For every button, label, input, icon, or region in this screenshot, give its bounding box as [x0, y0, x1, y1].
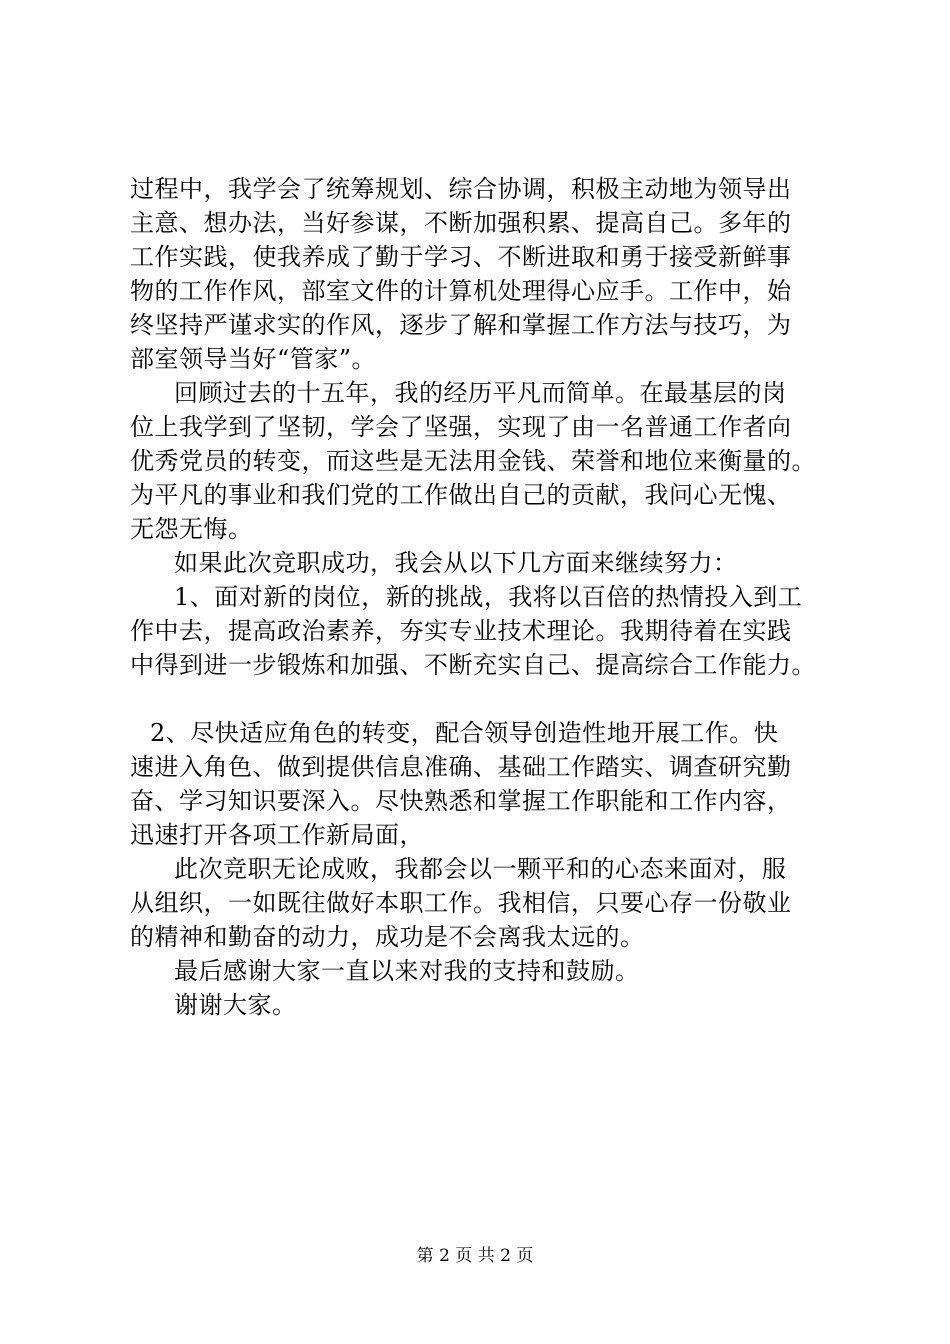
- closing-line: 谢谢大家。: [174, 991, 297, 1019]
- text-line: 主意、想办法，当好参谋，不断加强积累、提高自己。多年的: [130, 209, 792, 237]
- text-line: 奋、学习知识要深入。尽快熟悉和掌握工作职能和工作内容，: [130, 787, 792, 815]
- list-item-1: 1、面对新的岗位，新的挑战，我将以百倍的热情投入到工: [174, 583, 803, 611]
- blank-line: [130, 682, 830, 716]
- text-line: 工作实践，使我养成了勤于学习、不断进取和勇于接受新鲜事: [130, 243, 792, 271]
- page-number-footer: 第 2 页 共 2 页: [416, 1246, 534, 1266]
- text-line: 终坚持严谨求实的作风，逐步了解和掌握工作方法与技巧，为: [130, 311, 792, 339]
- text-line: 部室领导当好“管家”。: [130, 345, 377, 373]
- text-line: 位上我学到了坚韧，学会了坚强，实现了由一名普通工作者向: [130, 413, 792, 441]
- text-line: 的精神和勤奋的动力，成功是不会离我太远的。: [130, 923, 645, 951]
- text-line: 过程中，我学会了统筹规划、综合协调，积极主动地为领导出: [130, 175, 792, 203]
- paragraph-start: 最后感谢大家一直以来对我的支持和鼓励。: [174, 957, 640, 985]
- document-body: [130, 172, 830, 1022]
- text-line: 速进入角色、做到提供信息准确、基础工作踏实、调查研究勤: [130, 753, 792, 781]
- text-line: 从组织，一如既往做好本职工作。我相信，只要心存一份敬业: [130, 889, 792, 917]
- paragraph-start: 此次竞职无论成败，我都会以一颗平和的心态来面对，服: [174, 855, 787, 883]
- text-line: 中得到进一步锻炼和加强、不断充实自己、提高综合工作能力。: [130, 651, 816, 679]
- text-line: 迅速打开各项工作新局面，: [130, 821, 424, 849]
- text-line: 为平凡的事业和我们党的工作做出自己的贡献，我问心无愧、: [130, 481, 792, 509]
- paragraph-start: 回顾过去的十五年，我的经历平凡而简单。在最基层的岗: [174, 379, 787, 407]
- text-line: 无怨无悔。: [130, 515, 253, 543]
- text-line: 优秀党员的转变，而这些是无法用金钱、荣誉和地位来衡量的。: [130, 447, 816, 475]
- paragraph-start: 如果此次竞职成功，我会从以下几方面来继续努力：: [174, 549, 738, 577]
- list-item-2: 2、尽快适应角色的转变，配合领导创造性地开展工作。快: [150, 719, 779, 747]
- text-line: 作中去，提高政治素养，夯实专业技术理论。我期待着在实践: [130, 617, 792, 645]
- text-line: 物的工作作风，部室文件的计算机处理得心应手。工作中，始: [130, 277, 792, 305]
